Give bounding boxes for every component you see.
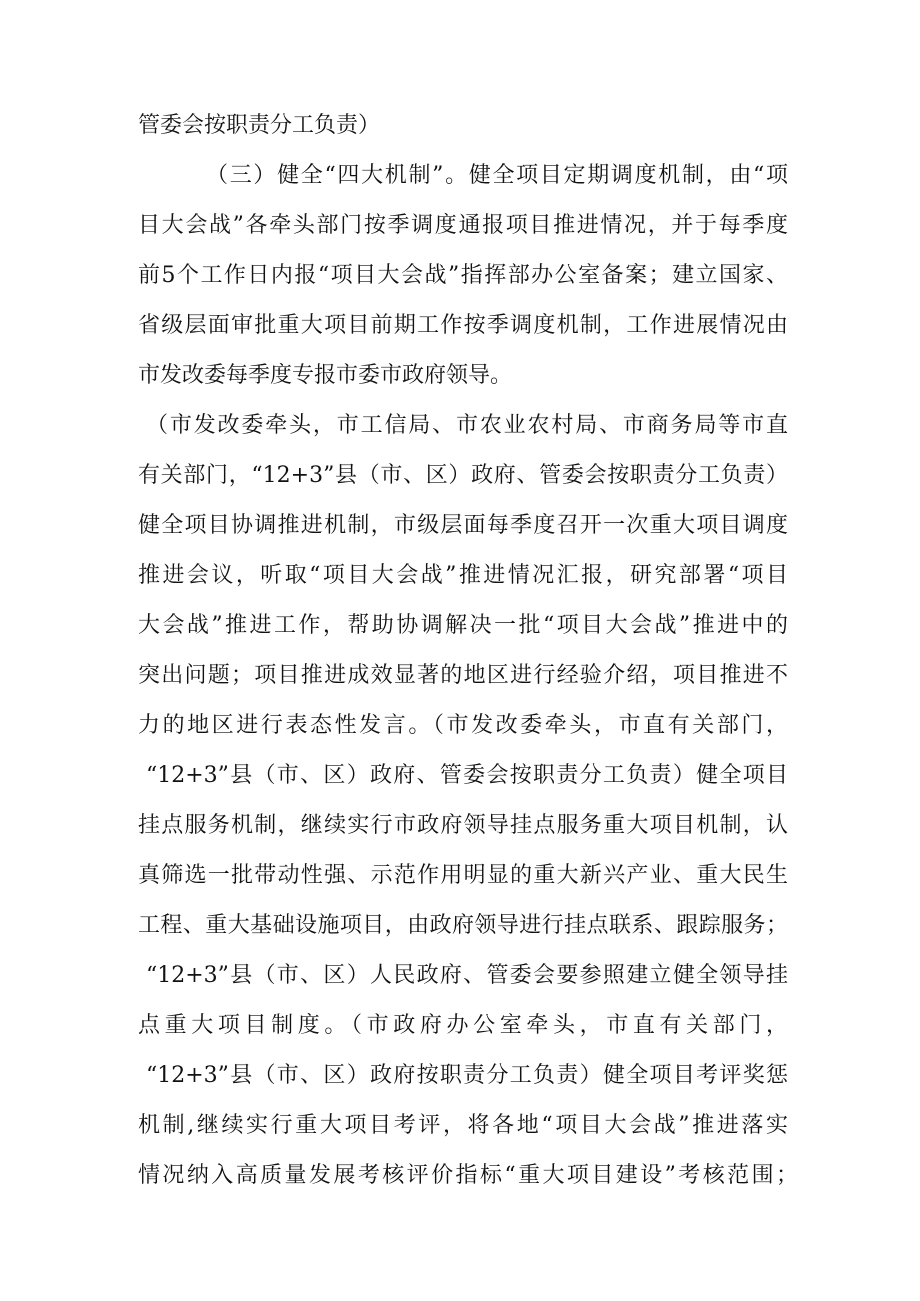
text-line: “12+3”县（市、区）政府、管委会按职责分工负责）健全项目 <box>146 763 788 788</box>
text-line: 有关部门，“12+3”县（市、区）政府、管委会按职责分工负责） <box>138 463 788 488</box>
text-line: “12+3”县（市、区）政府按职责分工负责）健全项目考评奖惩 <box>146 1063 788 1088</box>
text-line: 管委会按职责分工负责） <box>138 113 381 138</box>
text-line: 推进会议，听取“项目大会战”推进情况汇报，研究部署“项目 <box>138 563 788 588</box>
text-line: 点重大项目制度。（市政府办公室牵头，市直有关部门， <box>138 1013 788 1038</box>
text-line: 真筛选一批带动性强、示范作用明显的重大新兴产业、重大民生 <box>138 863 788 888</box>
text-line: 前5个工作日内报“项目大会战”指挥部办公室备案；建立国家、 <box>138 263 788 288</box>
text-line: 机制,继续实行重大项目考评，将各地“项目大会战”推进落实 <box>138 1113 788 1138</box>
text-line: 健全项目协调推进机制，市级层面每季度召开一次重大项目调度 <box>138 513 788 538</box>
text-line: 力的地区进行表态性发言。（市发改委牵头，市直有关部门， <box>138 713 788 738</box>
text-line: 目大会战”各牵头部门按季调度通报项目推进情况，并于每季度 <box>138 213 788 238</box>
text-line: 工程、重大基础设施项目，由政府领导进行挂点联系、跟踪服务； <box>138 913 788 938</box>
text-line: （市发改委牵头，市工信局、市农业农村局、市商务局等市直 <box>146 413 788 438</box>
text-line: 情况纳入高质量发展考核评价指标“重大项目建设”考核范围； <box>138 1163 798 1188</box>
text-line: 省级层面审批重大项目前期工作按季调度机制，工作进展情况由 <box>138 313 788 338</box>
text-line: 大会战”推进工作，帮助协调解决一批“项目大会战”推进中的 <box>138 613 788 638</box>
text-line: 市发改委每季度专报市委市政府领导。 <box>138 363 513 388</box>
text-line: “12+3”县（市、区）人民政府、管委会要参照建立健全领导挂 <box>146 963 788 988</box>
text-line: 挂点服务机制，继续实行市政府领导挂点服务重大项目机制，认 <box>138 813 788 838</box>
section-heading-line: （三）健全“四大机制”。健全项目定期调度机制，由“项 <box>206 163 788 188</box>
text-line: 突出问题；项目推进成效显著的地区进行经验介绍，项目推进不 <box>138 663 788 688</box>
